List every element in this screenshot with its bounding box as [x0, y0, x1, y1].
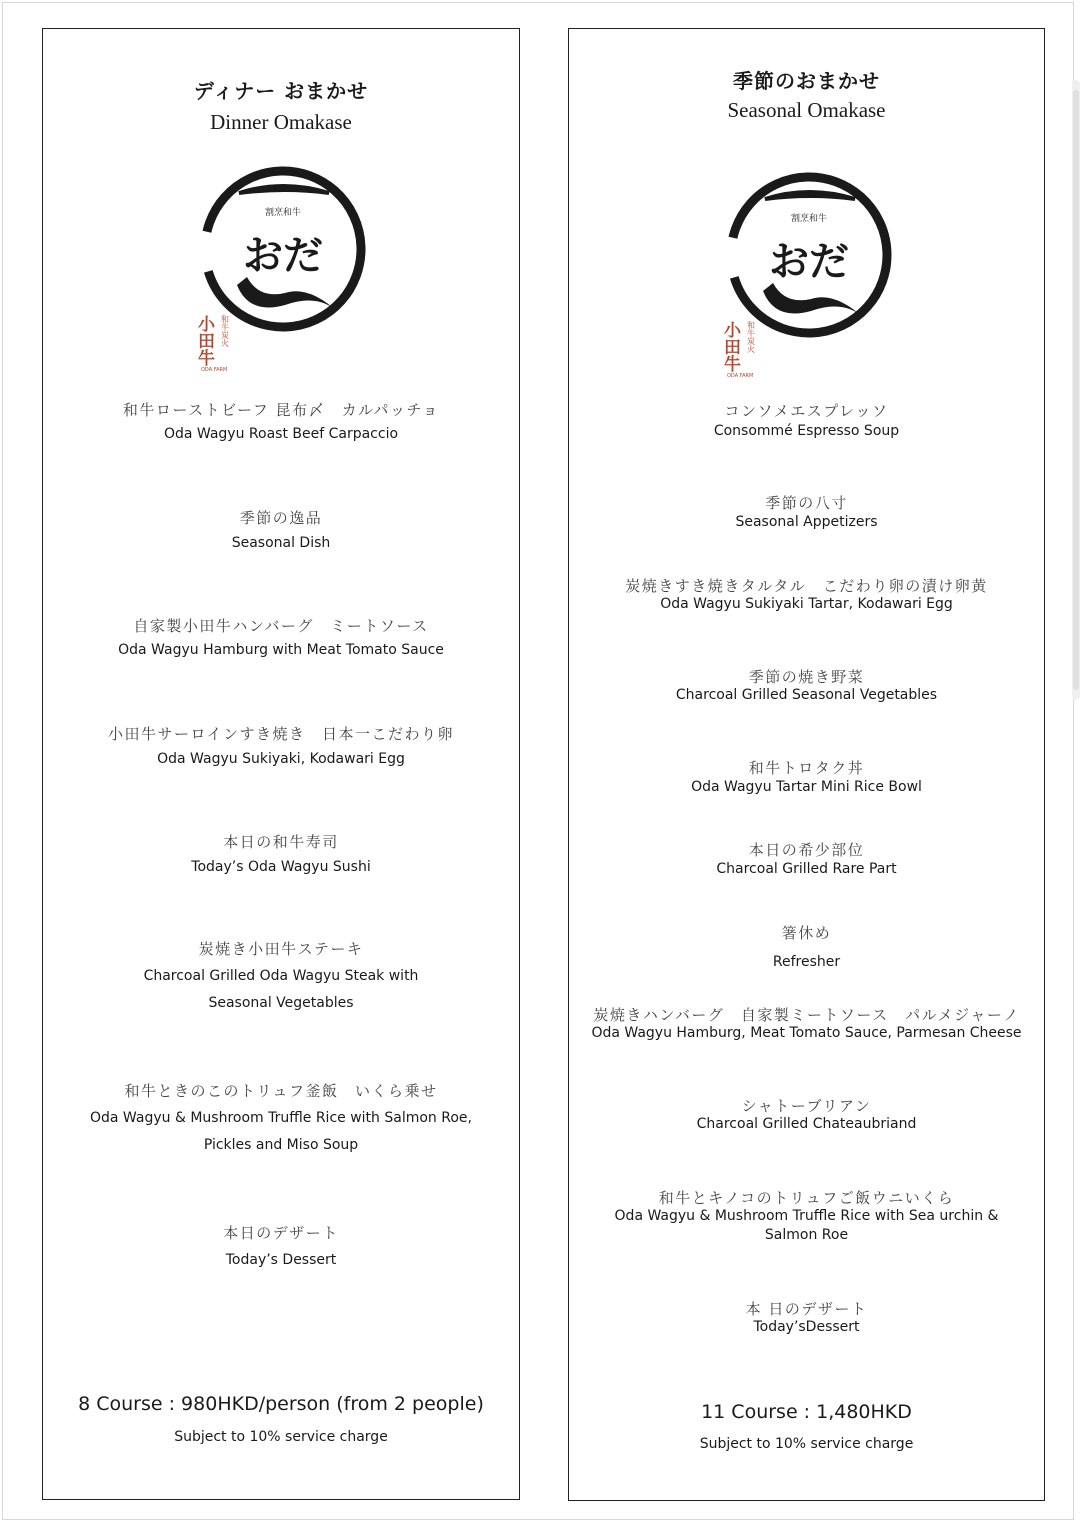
- course-1-jp: 和牛ローストビーフ 昆布〆 カルパッチョ: [122, 401, 440, 419]
- course-2-jp: 季節の八寸: [765, 494, 848, 512]
- course-3-jp: 炭焼きすき焼きタルタル こだわり卵の漬け卵黄: [625, 577, 988, 595]
- course-7-en-line2: Pickles and Miso Soup: [203, 1137, 359, 1153]
- menu-title-en: Seasonal Omakase: [727, 98, 886, 122]
- course-7-en: Refresher: [772, 954, 841, 970]
- course-9-jp: シャトーブリアン: [741, 1097, 872, 1115]
- course-2-jp: 季節の逸品: [239, 509, 323, 527]
- course-4-jp: 小田牛サーロインすき焼き 日本一こだわり卵: [107, 725, 455, 743]
- menu-title-jp: ディナー おまかせ: [193, 79, 369, 103]
- seasonal-omakase-menu: [568, 28, 1045, 1501]
- course-6-jp: 炭焼き小田牛ステーキ: [198, 940, 364, 958]
- seal-side-text: 和牛炭火: [746, 321, 756, 353]
- menu-title-jp: 季節のおまかせ: [733, 69, 880, 93]
- course-6-jp: 本日の希少部位: [748, 841, 865, 859]
- course-9-en: Charcoal Grilled Chateaubriand: [696, 1116, 917, 1132]
- menu-title-en: Dinner Omakase: [210, 110, 352, 134]
- service-charge-note: Subject to 10% service charge: [174, 1429, 388, 1445]
- logo-brand-main: おだ: [243, 232, 323, 279]
- course-8-jp: 炭焼きハンバーグ 自家製ミートソース パルメジャーノ: [593, 1006, 1020, 1024]
- course-1-en: Consommé Espresso Soup: [713, 423, 900, 439]
- farm-text: ODA FARM: [201, 367, 228, 373]
- price-line: 11 Course : 1,480HKD: [701, 1401, 912, 1423]
- course-4-en: Oda Wagyu Sukiyaki, Kodawari Egg: [157, 751, 405, 767]
- course-3-en: Oda Wagyu Hamburg with Meat Tomato Sauce: [118, 642, 444, 658]
- course-4-en: Charcoal Grilled Seasonal Vegetables: [675, 687, 938, 703]
- course-1-en: Oda Wagyu Roast Beef Carpaccio: [163, 426, 399, 442]
- price-line: 8 Course : 980HKD/person (from 2 people): [78, 1393, 484, 1415]
- seal-side-text: 和牛炭火: [220, 315, 230, 347]
- course-4-jp: 季節の焼き野菜: [748, 668, 865, 686]
- course-8-en: Today’s Dessert: [225, 1252, 337, 1268]
- service-charge-note: Subject to 10% service charge: [699, 1436, 914, 1452]
- course-8-jp: 本日のデザート: [223, 1224, 339, 1242]
- seal-text: 小田牛: [720, 321, 740, 372]
- scrollbar-thumb[interactable]: [1073, 90, 1079, 690]
- course-5-jp: 和牛トロタク丼: [748, 759, 865, 777]
- course-6-en-line2: Seasonal Vegetables: [208, 995, 354, 1011]
- logo-brand-main: おだ: [769, 238, 849, 285]
- course-5-en: Oda Wagyu Tartar Mini Rice Bowl: [691, 779, 922, 795]
- restaurant-logo: [715, 171, 905, 381]
- scrollbar[interactable]: [1072, 80, 1080, 700]
- course-2-en: Seasonal Appetizers: [735, 514, 878, 530]
- course-6-en: Charcoal Grilled Oda Wagyu Steak with: [143, 968, 419, 984]
- seal-text: 小田牛: [194, 315, 214, 366]
- course-7-en: Oda Wagyu & Mushroom Truffle Rice with Salmon Roe,: [90, 1110, 472, 1126]
- logo-brand-small: 割烹和牛: [790, 214, 828, 224]
- restaurant-logo: [189, 165, 379, 375]
- course-3-en: Oda Wagyu Sukiyaki Tartar, Kodawari Egg: [660, 596, 953, 612]
- farm-text: ODA FARM: [727, 373, 754, 379]
- course-10-jp: 和牛とキノコのトリュフご飯ウニいくら: [658, 1189, 955, 1207]
- course-2-en: Seasonal Dish: [231, 535, 331, 551]
- course-7-jp: 箸休め: [781, 924, 832, 942]
- course-11-jp: 本 日のデザート: [745, 1300, 868, 1318]
- dinner-omakase-menu: [42, 28, 520, 1500]
- course-1-jp: コンソメエスプレッソ: [724, 402, 889, 420]
- course-5-jp: 本日の和牛寿司: [223, 833, 339, 851]
- logo-brand-small: 割烹和牛: [264, 208, 302, 218]
- course-3-jp: 自家製小田牛ハンバーグ ミートソース: [133, 617, 429, 635]
- course-5-en: Today’s Oda Wagyu Sushi: [191, 859, 371, 875]
- course-10-en: Oda Wagyu & Mushroom Truffle Rice with Sea urchin &: [614, 1208, 999, 1224]
- course-11-en: Today’sDessert: [753, 1319, 860, 1335]
- course-8-en: Oda Wagyu Hamburg, Meat Tomato Sauce, Parmesan Cheese: [591, 1025, 1022, 1041]
- course-6-en: Charcoal Grilled Rare Part: [716, 861, 897, 877]
- course-10-en-line2: Salmon Roe: [764, 1227, 849, 1243]
- course-7-jp: 和牛ときのこのトリュフ釜飯 いくら乗せ: [124, 1082, 438, 1100]
